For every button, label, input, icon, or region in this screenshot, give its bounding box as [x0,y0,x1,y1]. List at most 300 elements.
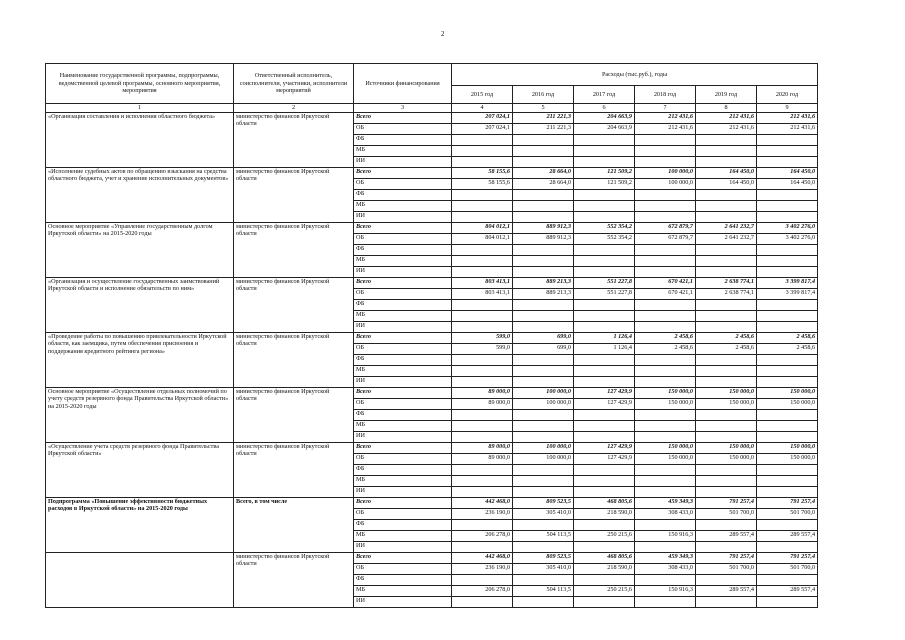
row-responsible: министерство финансов Иркутской области [234,333,354,388]
row-value [513,366,574,377]
table-row [46,168,818,179]
row-value: 889 213,3 [513,289,574,300]
row-value [513,421,574,432]
row-value [513,597,574,608]
row-value [452,432,513,443]
row-value [757,476,818,487]
row-value: 889 213,3 [513,278,574,289]
row-value: 599,0 [452,344,513,355]
row-source: МБ [354,586,452,597]
table-row [46,388,818,399]
row-source: МБ [354,201,452,212]
row-value [696,432,757,443]
column-number-row [46,104,818,113]
row-value [574,201,635,212]
row-value: 150 916,3 [635,586,696,597]
row-source: Всего [354,168,452,179]
row-value [513,245,574,256]
row-value: 150 000,0 [757,388,818,399]
row-value [635,157,696,168]
row-name: «Проведение работы по повышению привлекательности Иркутской области, как заемщика, путем обеспечения присвоения и поддержания кредитного рейтинга региона» [46,333,234,388]
row-value [757,267,818,278]
row-value: 204 663,9 [574,124,635,135]
row-value [757,201,818,212]
row-source: ОБ [354,509,452,520]
row-source: ФБ [354,135,452,146]
row-value: 28 664,0 [513,179,574,190]
column-number: 8 [696,104,757,113]
header-responsible: Ответственный исполнитель, соисполнители, участники, исполнители мероприятий [234,64,354,104]
row-value: 551 227,8 [574,289,635,300]
row-value: 791 257,4 [757,553,818,564]
row-value [635,201,696,212]
row-value [757,256,818,267]
row-value [452,322,513,333]
row-value: 1 126,4 [574,333,635,344]
row-value [452,190,513,201]
row-value [452,146,513,157]
row-value: 150 000,0 [635,443,696,454]
row-value [513,190,574,201]
row-value: 501 700,0 [696,564,757,575]
row-value [574,520,635,531]
row-value: 28 664,0 [513,168,574,179]
row-value: 127 429,9 [574,388,635,399]
row-value: 150 000,0 [635,399,696,410]
row-value: 670 421,1 [635,289,696,300]
row-value [696,190,757,201]
row-value: 212 431,6 [696,113,757,124]
row-value: 207 024,1 [452,113,513,124]
row-value [635,432,696,443]
row-source: Всего [354,498,452,509]
row-value [452,201,513,212]
row-value [696,212,757,223]
row-value: 3 402 276,0 [757,234,818,245]
row-source: Всего [354,278,452,289]
row-source: ФБ [354,300,452,311]
row-value: 100 000,0 [513,399,574,410]
row-value [696,157,757,168]
row-responsible: министерство финансов Иркутской области [234,388,354,443]
table-row [46,498,818,509]
row-source: МБ [354,256,452,267]
row-source: МБ [354,421,452,432]
row-value [513,487,574,498]
row-value [574,377,635,388]
row-value: 164 450,0 [757,168,818,179]
row-value: 3 399 817,4 [757,278,818,289]
row-value: 150 000,0 [757,399,818,410]
row-value: 459 349,3 [635,553,696,564]
row-value: 468 805,6 [574,498,635,509]
row-value [513,410,574,421]
row-value: 699,0 [513,333,574,344]
row-value [696,300,757,311]
row-source: Всего [354,443,452,454]
row-value [696,465,757,476]
row-source: ОБ [354,454,452,465]
row-value: 121 509,2 [574,179,635,190]
row-value [452,135,513,146]
row-source: ИИ [354,212,452,223]
row-value [696,135,757,146]
row-value [574,300,635,311]
column-number: 3 [354,104,452,113]
row-source: Всего [354,223,452,234]
row-value: 2 458,6 [757,344,818,355]
row-value [757,212,818,223]
row-value [513,157,574,168]
row-source: ИИ [354,597,452,608]
row-value: 289 557,4 [696,586,757,597]
table-row [46,113,818,124]
row-value: 1 126,4 [574,344,635,355]
row-value [452,256,513,267]
row-source: ОБ [354,124,452,135]
row-source: Всего [354,113,452,124]
row-value [635,146,696,157]
table-row [46,553,818,564]
row-value [513,575,574,586]
row-value: 442 468,0 [452,553,513,564]
column-number: 7 [635,104,696,113]
row-value: 204 663,9 [574,113,635,124]
row-value [696,421,757,432]
row-value [696,377,757,388]
row-source: ИИ [354,267,452,278]
row-value: 305 410,0 [513,564,574,575]
row-value [757,300,818,311]
row-source: ФБ [354,190,452,201]
column-number: 9 [757,104,818,113]
row-value: 218 590,0 [574,509,635,520]
row-value [513,146,574,157]
row-value [696,256,757,267]
row-value [574,575,635,586]
row-responsible: министерство финансов Иркутской области [234,553,354,608]
row-source: ИИ [354,157,452,168]
row-value [757,432,818,443]
row-value: 2 641 232,7 [696,234,757,245]
row-value: 89 000,0 [452,388,513,399]
row-value [574,597,635,608]
row-value [696,245,757,256]
row-value [452,245,513,256]
row-value [513,256,574,267]
column-number: 6 [574,104,635,113]
row-value: 2 458,6 [696,344,757,355]
row-value: 236 190,0 [452,509,513,520]
row-value [452,575,513,586]
row-value: 212 431,6 [635,113,696,124]
row-value: 150 000,0 [696,454,757,465]
row-value [574,476,635,487]
row-value [635,135,696,146]
row-value: 672 879,7 [635,234,696,245]
row-value: 2 458,6 [696,333,757,344]
row-value [696,267,757,278]
row-value [757,322,818,333]
table-row [46,333,818,344]
row-source: ОБ [354,399,452,410]
row-value: 551 227,8 [574,278,635,289]
row-value: 150 000,0 [635,454,696,465]
row-value [574,366,635,377]
page-number: 2 [441,30,445,38]
row-source: МБ [354,531,452,542]
row-value [513,322,574,333]
row-value: 236 190,0 [452,564,513,575]
row-value: 305 410,0 [513,509,574,520]
row-value [574,421,635,432]
row-responsible: министерство финансов Иркутской области [234,223,354,278]
row-value [513,520,574,531]
column-number: 4 [452,104,513,113]
table-row [46,443,818,454]
row-value [452,520,513,531]
row-value [696,355,757,366]
row-value: 442 468,0 [452,498,513,509]
table-body [46,113,818,608]
row-value: 791 257,4 [696,553,757,564]
row-value [452,311,513,322]
row-source: ОБ [354,179,452,190]
row-responsible: министерство финансов Иркутской области [234,443,354,498]
row-value: 468 805,6 [574,553,635,564]
row-value [574,146,635,157]
row-source: ФБ [354,465,452,476]
row-value: 100 000,0 [513,388,574,399]
row-source: ИИ [354,487,452,498]
row-value: 206 278,0 [452,586,513,597]
row-responsible: министерство финансов Иркутской области [234,278,354,333]
row-value [635,322,696,333]
row-source: ИИ [354,432,452,443]
row-value: 211 221,3 [513,113,574,124]
row-value: 150 916,3 [635,531,696,542]
row-value: 2 641 232,7 [696,223,757,234]
row-value: 212 431,6 [757,113,818,124]
header-year: 2018 год [635,86,696,104]
row-source: ИИ [354,542,452,553]
row-value: 308 433,0 [635,509,696,520]
row-value [574,212,635,223]
header-expenses: Расходы (тыс.руб.), годы [452,64,818,86]
row-value [452,410,513,421]
row-value [635,465,696,476]
row-value [635,575,696,586]
row-value: 504 113,5 [513,586,574,597]
row-value [574,432,635,443]
row-value: 150 000,0 [696,443,757,454]
row-value [452,487,513,498]
row-source: ОБ [354,564,452,575]
row-value [635,267,696,278]
row-value [574,322,635,333]
row-value [635,487,696,498]
row-value [452,377,513,388]
row-value: 58 155,6 [452,179,513,190]
row-value [635,410,696,421]
row-value: 100 000,0 [635,168,696,179]
row-value [757,410,818,421]
row-value: 804 012,1 [452,223,513,234]
row-value: 164 450,0 [696,179,757,190]
row-value: 552 354,2 [574,234,635,245]
row-name: «Исполнение судебных актов по обращению взыскания на средства областного бюджета, учет и хранение исполнительных документов» [46,168,234,223]
row-value [757,366,818,377]
row-value [757,520,818,531]
row-value [452,476,513,487]
row-value [574,465,635,476]
row-value [635,212,696,223]
row-value [696,410,757,421]
row-source: ФБ [354,245,452,256]
row-value: 552 354,2 [574,223,635,234]
row-value: 127 429,9 [574,399,635,410]
header-source: Источники финансирования [354,64,452,104]
row-value [452,542,513,553]
row-value [635,476,696,487]
row-value: 100 000,0 [513,443,574,454]
row-value: 809 523,5 [513,498,574,509]
row-value [757,135,818,146]
row-value [513,135,574,146]
row-value [757,146,818,157]
row-value: 308 433,0 [635,564,696,575]
row-value: 150 000,0 [696,388,757,399]
column-number: 2 [234,104,354,113]
row-value: 2 638 774,1 [696,278,757,289]
row-value [757,465,818,476]
row-name [46,553,234,608]
row-value: 206 278,0 [452,531,513,542]
row-value [757,421,818,432]
row-value [513,201,574,212]
row-value [574,410,635,421]
row-value: 2 458,6 [635,344,696,355]
row-value [757,542,818,553]
row-name: «Организация составления и исполнения областного бюджета» [46,113,234,168]
row-value: 672 879,7 [635,223,696,234]
row-value [574,487,635,498]
row-responsible: министерство финансов Иркутской области [234,113,354,168]
header-year: 2020 год [757,86,818,104]
row-value [696,476,757,487]
row-value: 3 402 276,0 [757,223,818,234]
row-value [757,597,818,608]
row-value: 150 000,0 [757,454,818,465]
row-value: 803 413,1 [452,278,513,289]
row-value: 207 024,1 [452,124,513,135]
row-value: 889 912,3 [513,223,574,234]
row-value: 501 700,0 [757,509,818,520]
expenditure-table [45,63,818,608]
row-value [635,366,696,377]
row-value [574,542,635,553]
row-value [513,476,574,487]
row-value [696,487,757,498]
row-source: Всего [354,388,452,399]
row-value [452,421,513,432]
row-value [635,542,696,553]
row-value: 2 458,6 [635,333,696,344]
row-value [635,421,696,432]
row-value [574,311,635,322]
row-value [513,542,574,553]
row-value [574,355,635,366]
row-source: Всего [354,333,452,344]
row-value [452,267,513,278]
column-number: 5 [513,104,574,113]
row-value [513,465,574,476]
row-value [635,377,696,388]
row-value: 150 000,0 [635,388,696,399]
row-value: 100 000,0 [635,179,696,190]
header-name: Наименование государственной программы, подпрограммы, ведомственной целевой программы, основного мероприятия, мероприятия [46,64,234,104]
row-name: Основное мероприятие «Управление государственным долгом Иркутской области» на 2015-2020 годы [46,223,234,278]
row-source: ИИ [354,322,452,333]
row-value [696,575,757,586]
row-value [574,256,635,267]
row-value [452,366,513,377]
row-value: 164 450,0 [696,168,757,179]
row-source: Всего [354,553,452,564]
row-value [757,355,818,366]
row-value: 803 413,1 [452,289,513,300]
row-value [757,190,818,201]
row-value: 89 000,0 [452,443,513,454]
header-year: 2019 год [696,86,757,104]
row-value [757,575,818,586]
row-value [757,377,818,388]
header-year: 2017 год [574,86,635,104]
row-value [452,212,513,223]
row-value [635,355,696,366]
row-value [513,432,574,443]
row-value [452,355,513,366]
row-source: ОБ [354,344,452,355]
row-value [513,300,574,311]
row-value [696,322,757,333]
row-source: ФБ [354,355,452,366]
row-value: 501 700,0 [757,564,818,575]
row-value: 150 000,0 [757,443,818,454]
row-value [696,520,757,531]
row-value [635,245,696,256]
row-value: 121 509,2 [574,168,635,179]
row-value [696,597,757,608]
row-source: МБ [354,311,452,322]
row-source: МБ [354,476,452,487]
row-value: 164 450,0 [757,179,818,190]
row-value [757,311,818,322]
row-source: ОБ [354,289,452,300]
row-value [635,300,696,311]
row-value [696,201,757,212]
row-value [513,212,574,223]
row-value [513,311,574,322]
row-value: 212 431,6 [696,124,757,135]
row-source: МБ [354,146,452,157]
row-name: Подпрограмма «Повышение эффективности бюджетных расходов в Иркутской области» на 2015-2020 годы [46,498,234,553]
row-value: 127 429,9 [574,454,635,465]
row-value: 791 257,4 [696,498,757,509]
row-value [574,267,635,278]
row-source: ФБ [354,410,452,421]
row-value: 670 421,1 [635,278,696,289]
